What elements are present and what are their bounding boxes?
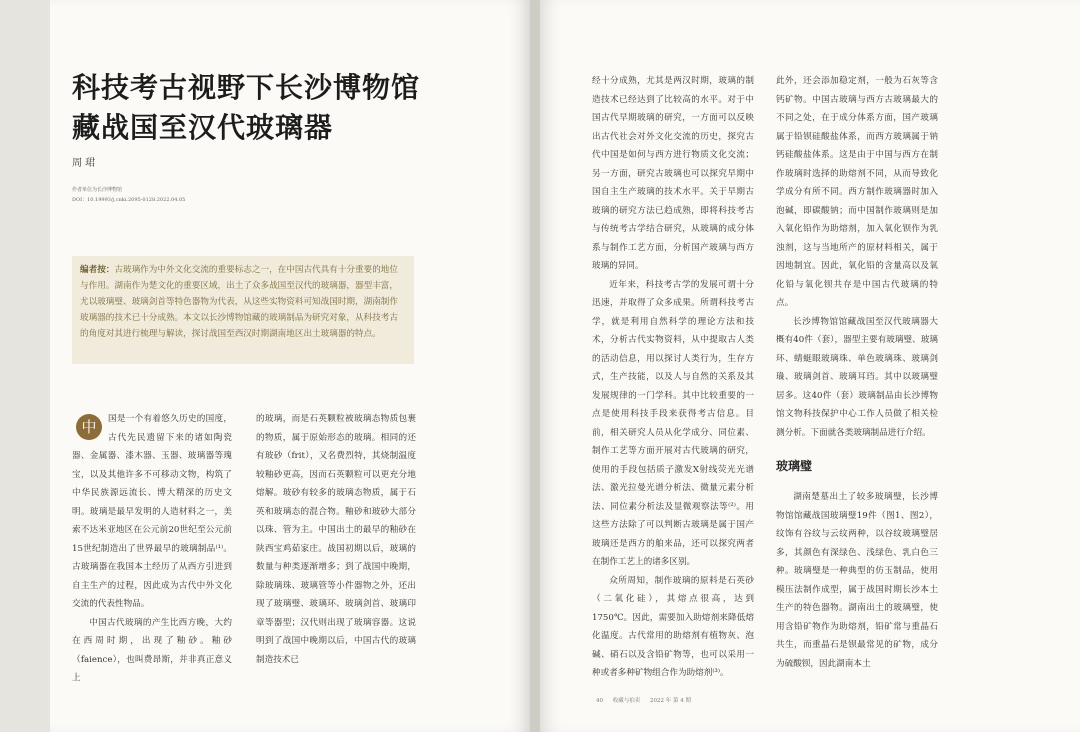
left-column-1 (72, 410, 232, 688)
paragraph: 经十分成熟，尤其是两汉时期，玻璃的制造技术已经达到了比较高的水平。对于中国古代早期玻璃的研究，一方面可以反映出古代社会对外文化交流的历史，探究古代中国是如何与西方进行物质文化交流；另一方面，研究古玻璃也可以探究早期中国自主生产玻璃的技术水平。关于早期古玻璃的研究方法已趋成熟，即将科技考古与传统考古学结合研究，从玻璃的成分体系与制作工艺方面，分析国产玻璃与西方玻璃的异同。 (592, 76, 754, 271)
paragraph: 中国古代玻璃的产生比西方晚，大约在西周时期，出现了釉砂。釉砂（faience），也叫费昂斯，并非真正意义上 (72, 617, 232, 683)
paragraph: 近年来，科技考古学的发展可谓十分迅速，并取得了众多成果。所谓科技考古学，就是利用自然科学的理论方法和技术，分析古代实物资料，从中提取古人类的活动信息，用以探讨人类行为，生存方式，生产技能，以及人与自然的关系及其发展规律的一门学科。其中比较重要的一点是使用科技手段来获得考古信息。目前，相关研究人员从化学成分、同位素、制作工艺等方面开展对古代玻璃的研究，使用的手段包括质子激发X射线荧光光谱法、激光拉曼光谱分析法、微量元素分析法、同位素分析法及显微观察法等⁽²⁾。用这些方法除了可以判断古玻璃是属于国产玻璃还是西方的舶来品，还可以探究两者在制作工艺上的诸多区别。 (592, 279, 754, 567)
author-affiliation: 作者单位为长沙博物馆 (72, 187, 123, 193)
right-column-2 (776, 72, 938, 673)
right-page (540, 0, 1080, 732)
paragraph: 湖南楚墓出土了较多玻璃璧，长沙博物馆馆藏战国玻璃璧19件（图1、图2），纹饰有谷纹与云纹两种，以谷纹玻璃璧居多，其颜色有深绿色、浅绿色、乳白色三种。玻璃璧是一种典型的仿玉制品，使用模压法制作成型，属于战国时期长沙本土生产的特色器物。湖南出土的玻璃璧，使用含铅矿物作为助熔剂，铅矿常与重晶石共生，而重晶石是钡最常见的矿物，成分为硫酸钡，因此湖南本土 (776, 492, 938, 669)
editor-note-label: 编者按： (80, 265, 115, 275)
article-doi: DOI：10.19993/j.cnki.2095-0128.2022.04.05 (72, 197, 186, 203)
right-column-1 (592, 72, 754, 683)
left-column-2 (256, 410, 416, 669)
page-footer (596, 696, 699, 704)
paragraph: 长沙博物馆馆藏战国至汉代玻璃器大概有40件（套），器型主要有玻璃璧、玻璃环、蜻蜓眼玻璃珠、单色玻璃珠、玻璃剑璏、玻璃剑首、玻璃耳珰。其中以玻璃璧居多。这40件（套）玻璃制品由长沙博物馆文物科技保护中心工作人员做了相关检测分析。下面就各类玻璃制品进行介绍。 (776, 316, 938, 438)
page-number: 40 (596, 698, 603, 704)
paragraph: 的玻璃，而是石英颗粒被玻璃态物质包裹的物质，属于原始形态的玻璃。相同的还有玻砂（frit），又名费烈特，其烧制温度较釉砂更高，因而石英颗粒可以更充分地熔解。玻砂有较多的玻璃态物质，属于石英和玻璃态的混合物。釉砂和玻砂大部分以珠、管为主。中国出土的最早的釉砂在陕西宝鸡茹家庄。战国初期以后，玻璃的数量与种类逐渐增多；到了战国中晚期，除玻璃珠、玻璃管等小件器物之外，还出现了玻璃璧、玻璃环、玻璃剑首、玻璃印章等器型；汉代则出现了玻璃容器。这说明到了战国中晚期以后，中国古代的玻璃制造技术已 (256, 414, 416, 665)
paragraph: 国是一个有着悠久历史的国度，古代先民遗留下来的诸如陶瓷器、金属器、漆木器、玉器、玻璃器等瑰宝，以及其他许多不可移动文物，构筑了中华民族源远流长、博大精深的历史文明。玻璃是最早发明的人造材料之一，美索不达米亚地区在公元前20世纪至公元前15世纪制造出了世界最早的玻璃制品⁽¹⁾。古玻璃器在我国本土经历了从西方引进到自主生产的过程，因此成为古代中外文化交流的代表性物品。 (72, 414, 232, 609)
left-page (50, 0, 530, 732)
section-heading: 玻璃璧 (776, 459, 813, 473)
drop-cap: 中 (76, 414, 102, 440)
editor-note-box (72, 256, 414, 364)
article-author: 周 珺 (72, 158, 96, 169)
journal-name: 收藏与拍卖 (612, 698, 641, 704)
paragraph: 此外，还会添加稳定剂，一般为石灰等含钙矿物。中国古玻璃与西方古玻璃最大的不同之处，在于成分体系方面，国产玻璃属于铅钡硅酸盐体系，而西方玻璃属于钠钙硅酸盐体系。这是由于中国与西方在制作玻璃时选择的助熔剂不同，从而导致化学成分有所不同。西方制作玻璃器时加入泡碱，即碳酸钠；而中国制作玻璃则是加入氧化铅作为助熔剂，加入氧化钡作为乳浊剂，这与当地所产的原材料相关，属于因地制宜。因此，氧化铅的含量高以及氧化铅与氧化钡共存是中国古代玻璃的特点。 (776, 76, 938, 308)
paragraph: 众所周知，制作玻璃的原料是石英砂（二氧化硅），其熔点很高，达到1750℃。因此，需要加入助熔剂来降低熔化温度。古代常用的助熔剂有植物灰、泡碱、硝石以及含铅矿物等，也可以采用一种或者多种矿物组合作为助熔剂⁽³⁾。 (592, 575, 754, 678)
journal-issue: 2022 年 第 4 期 (650, 698, 692, 704)
article-title: 科技考古视野下长沙博物馆藏战国至汉代玻璃器 (72, 71, 421, 144)
book-gutter (530, 0, 540, 732)
editor-note-text: 古玻璃作为中外文化交流的重要标志之一，在中国古代具有十分重要的地位与作用。湖南作为楚文化的重要区域，出土了众多战国至汉代的玻璃器，器型丰富，尤以玻璃璧、玻璃剑首等特色器物为代表，从这些实物资料可知战国时期，湖南制作玻璃器的技术已十分成熟。本文以长沙博物馆藏的玻璃制品为研究对象，从科技考古的角度对其进行梳理与解读，探讨战国至西汉时期湖南地区出土玻璃器的特点。 (80, 265, 398, 339)
